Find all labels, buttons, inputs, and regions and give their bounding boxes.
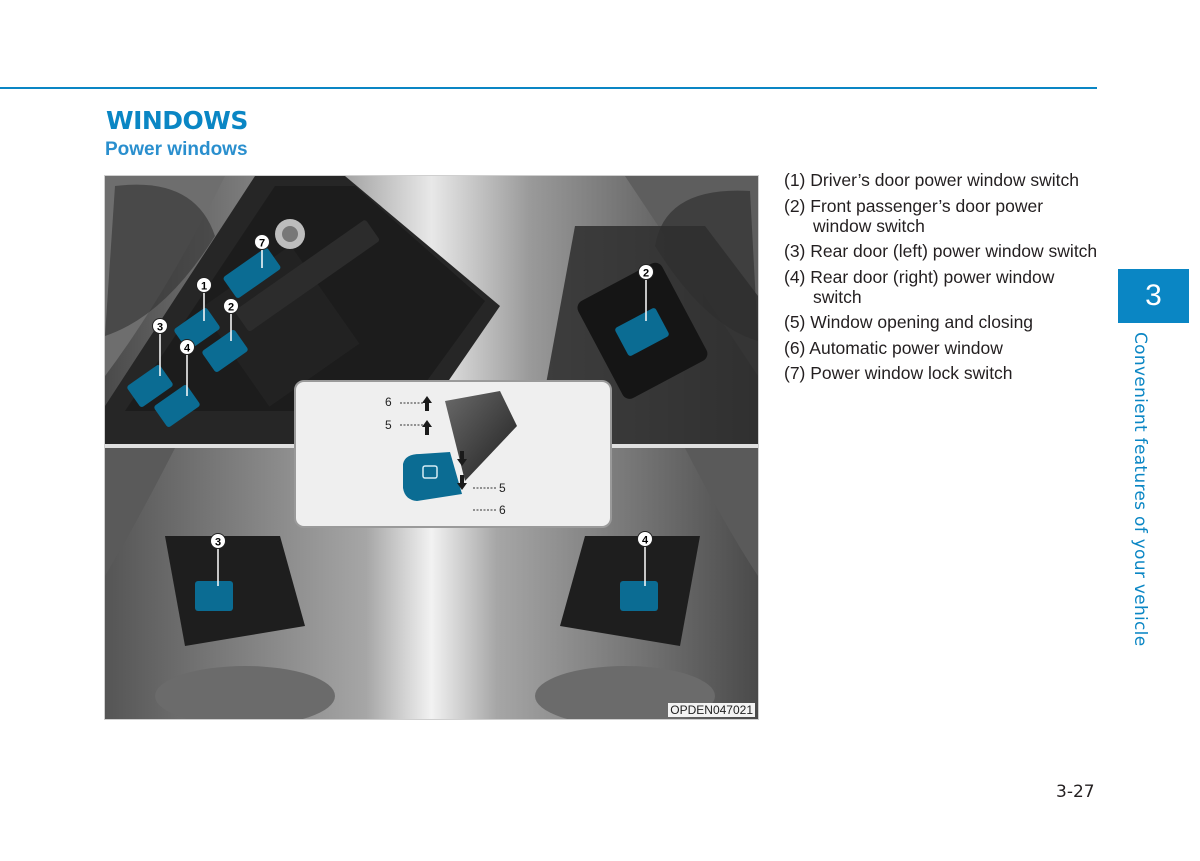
inset-label-6-down: 6 xyxy=(499,503,506,517)
svg-text:7: 7 xyxy=(258,237,266,250)
svg-text:4: 4 xyxy=(641,534,649,547)
sub-title: Power windows xyxy=(105,139,248,160)
legend-item: (2) Front passenger’s door power window switch xyxy=(784,195,1044,236)
legend-list xyxy=(784,170,1104,389)
chapter-tab: 3 xyxy=(1118,269,1189,323)
figure-illustration xyxy=(105,176,758,719)
svg-text:4: 4 xyxy=(183,342,191,355)
top-rule xyxy=(0,87,1097,89)
inset-label-6-up: 6 xyxy=(385,395,392,409)
legend-item: (3) Rear door (left) power window switch xyxy=(784,241,1098,261)
chapter-label: Convenient features of your vehicle xyxy=(1130,332,1150,647)
svg-text:2: 2 xyxy=(227,301,235,314)
svg-text:1: 1 xyxy=(200,280,208,293)
inset-label-5-down: 5 xyxy=(499,481,506,495)
legend-item: (7) Power window lock switch xyxy=(784,363,1013,383)
svg-text:2: 2 xyxy=(642,267,650,280)
legend-item: (6) Automatic power window xyxy=(784,337,1003,358)
legend-item: (5) Window opening and closing xyxy=(784,312,1034,332)
page-number: 3-27 xyxy=(1056,782,1095,802)
legend-item: (4) Rear door (right) power window switch xyxy=(784,266,1055,307)
legend-item: (1) Driver’s door power window switch xyxy=(784,170,1080,190)
section-title: WINDOWS xyxy=(106,106,248,135)
power-window-figure xyxy=(104,175,759,720)
inset-label-5-up: 5 xyxy=(385,418,392,432)
figure-code: OPDEN047021 xyxy=(670,703,753,717)
svg-text:3: 3 xyxy=(214,536,222,549)
svg-text:3: 3 xyxy=(156,321,164,334)
